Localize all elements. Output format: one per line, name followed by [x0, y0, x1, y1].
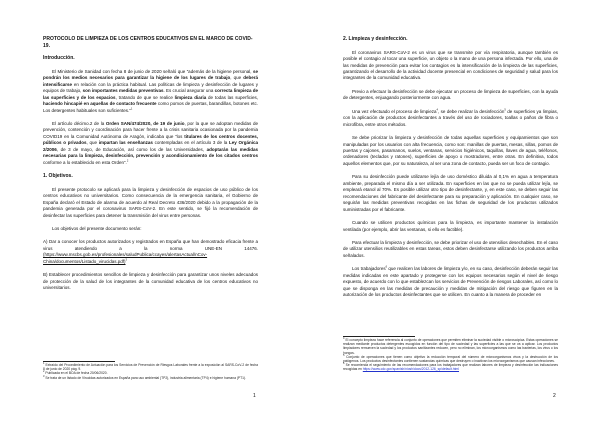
cleaning-paragraph-5: Para su desinfección puede utilizarse lejía de uso doméstico diluida al 0,1% en agua a temperatura ambiente, preparada el mismo día a ser utilizada. En superficies en las que no se pueda utilizar lejía, se empleará etanol al 70%. Es posible utilizar otro tipo de desinfectante, y, en este caso, se deben seguir las recomendaciones del fabricante del desinfectante para su preparación y aplicación. En cualquier caso, se seguirán las medidas preventivas recogidas en las fichas de seguridad de los productos utilizados suministradas por el fabricante. [343, 174, 558, 212]
objectives-paragraph-2: Los objetivos del presente documento serán: [52, 225, 142, 231]
cleaning-paragraph-4: Se debe priorizar la limpieza y desinfección de todas aquellas superficies y equipamientos que son manipuladas por los usuarios con alta frecuencia, como son: manillas de puertas, mesas, sillas, pomos de puertas y cajones, pasamanos, suelos, ventanas, servicios higiénicos, taquillas, llaves de agua, teléfonos, ordenadores (teclados y ratones), superficies de apoyo o mostradores, entre otras. En definitiva, todos aquellos elementos que, por su naturaleza, al ser una zona de contacto, pueda ser un foco de contagio. [343, 135, 558, 166]
footnote-4: $^4$ El concepto limpieza hace referencia al conjunto de operaciones que permiten eliminar la suciedad visible o microscópica. Estas operaciones se realizan mediante productos detergentes escogidos en función del tipo de suciedad y las superficies a las que se va a aplicar. Los productos limpiadores remueven la suciedad y los productos sanitizantes reducen, pero no eliminan, los microorganismos como las bacterias, los virus o los hongos. [343, 336, 558, 355]
objectives-paragraph-1: El presente protocolo se aplicará para la limpieza y desinfección de espacios de uso público de los centros educativos no universitarios. Como consecuencia de la emergencia sanitaria, el Gobierno de España declaró el Estado de alarma de acuerdo al Real Decreto 436/2020 debido a la propagación de la pandemia generada por el coronavirus SARS-CoV-2. En este sentido, se fijó la recomendación de desinfectar las superficies para detener la transmisión del virus entre personas. [43, 186, 258, 218]
footnote-ref-2[interactable]: 2 [126, 159, 129, 163]
objective-a: A) Dar a conocer los productos autorizados y registrados en España que han demostrado eficacia frente a virus atendiendo a la norma UNE-EN 14476. (https://www.mscbs.gob.es/profesionales/saludPublica/ccayes/alertasActual/nCov-China/documentos/Listado_virucidas.pdf)$^3$ [43, 239, 258, 264]
page-1-footnotes [43, 363, 258, 380]
cleaning-paragraph-2: Previo a efectuar la desinfección se debe ejecutar un proceso de limpieza de superficies, con la ayuda de detergentes, enjuagando posteriormente con agua. [343, 88, 558, 101]
footnote-divider [43, 361, 115, 362]
footnote-6: $^6$ Se recomienda el seguimiento de las recomendaciones para los trabajadores que realizan labores de limpieza y desinfección las indicaciones recogidas en https://www.cdc.gov/spanish/niosh/docs/2012-126_sp/default.html [343, 362, 558, 372]
footnote-ref-4[interactable]: 4 [436, 108, 438, 112]
footnote-2: $^2$ Publicada en el BOA de fecha 20/06/2020. [43, 370, 108, 376]
footnote-ref-3[interactable]: 3 [125, 258, 127, 262]
cleaning-heading: 2. Limpieza y desinfección. [343, 36, 408, 42]
intro-heading: Introducción. [43, 55, 75, 62]
intro-paragraph-2: El artículo décimo.2 de la Orden SAN/474/2020, de 19 de junio, por la que se adoptan medidas de prevención, contención y coordinación para hacer frente a la crisis sanitaria ocasionada por la pandemia COVID19 en la Comunidad Autónoma de Aragón, indicaba que “los titulares de los centros docentes, públicos o privados, que impartan las enseñanzas contempladas en el artículo 3 de la Ley Orgánica 2/2006, de 3 de mayo, de Educación, así como los de las Universidades, adoptarán las medidas necesarias para la limpieza, desinfección, prevención y acondicionamiento de los citados centros conforme a lo establecido en esta Orden”.$^2$ [43, 120, 259, 165]
page-2-footnotes [343, 338, 558, 372]
page-number: 1 [253, 393, 256, 399]
document-title: PROTOCOLO DE LIMPIEZA DE LOS CENTROS EDUCATIVOS EN EL MARCO DE COVID-19. [43, 36, 253, 49]
intro-paragraph-1: El Ministerio de Sanidad con fecha 8 de junio de 2020 señaló que “además de la higiene personal, se pondrán los medios necesarios para garantizar la higiene de los lugares de trabajo, que deberá intensificarse en relación con la práctica habitual. Las políticas de limpieza y desinfección de lugares y equipos de trabajo, son importantes medidas preventivas. Es crucial asegurar una correcta limpieza de las superficies y de los espacios, tratando de que se realice limpieza diaria de todas las superficies, haciendo hincapié en aquellas de contacto frecuente como pomos de puertas, barandillas, botones etc. Los detergentes habituales son suficientes.”$^1$ [43, 68, 259, 113]
cleaning-paragraph-3: Una vez efectuado el proceso de limpieza$^4$, se debe realizar la desinfección$^5$ de superficies ya limpias, con la aplicación de productos desinfectantes a través del uso de rociadores, toallas o paños de fibra o microfibra, entre otros métodos. [343, 108, 558, 127]
footnote-ref-6[interactable]: 6 [385, 265, 388, 269]
objectives-heading: 1. Objetivos. [43, 173, 73, 180]
cdc-link[interactable]: https://www.cdc.gov/spanish/niosh/docs/2012-126_sp/default.html [362, 367, 460, 372]
page-number: 2 [553, 393, 556, 399]
virucidas-list-link[interactable]: (https://www.mscbs.gob.es/profesionales/saludPublica/ccayes/alertasActual/nCov-China/documentos/Listado_virucidas.pdf) [43, 252, 208, 264]
footnote-ref-5[interactable]: 5 [504, 108, 506, 112]
footnote-ref-1[interactable]: 1 [130, 107, 133, 110]
cleaning-paragraph-8: Los trabajadores$^6$ que realicen las labores de limpieza y/o, en su caso, desinfección deberán seguir las medidas indicadas en este apartado y protegerse con los equipos necesarios según el nivel de riesgo expuesto, de acuerdo con lo que establezcan los servicios de Prevención de riesgos Laborales, así como lo que se disponga en las medidas de precaución y medidas de mitigación del riesgo que figuren en la autorización de los productos desinfectantes que se utilicen. En cuanto a la manera de proceder en [343, 265, 558, 298]
document-page-2 [300, 0, 600, 424]
cleaning-paragraph-1: El coronavirus SARS-CoV-2 es un virus que se transmite por vía respiratoria, aunque también es posible el contagio al tocar una superficie, un objeto o la mano de una persona infectada. Por ello, una de las medidas de prevención para evitar los contagios es la intensificación de la limpieza de las superficies, garantizando el desarrollo de la actividad docente presencial en condiciones de seguridad y salud para los integrantes de la comunidad educativa. [343, 49, 558, 81]
objective-b: B) Establecer procedimientos sencillos de limpieza y desinfección para garantizar unos niveles adecuados de protección de la salud de los integrantes de la comunidad educativa de los centros educativos no universitarios. [43, 272, 258, 291]
footnote-3: $^3$ Se trata de un listado de Virucidas autorizados en España para uso ambiental (TP2), industria alimentaria (TP4) e higiene humana (PT1). [43, 374, 246, 380]
cleaning-paragraph-7: Para efectuar la limpieza y desinfección, se debe priorizar el uso de utensilios desechables. En el caso de utilizar utensilios reutilizables en estas tareas, estos deben desinfectarse utilizando los productos arriba señalados. [343, 240, 558, 258]
page-1-body [43, 36, 258, 299]
page-2-body [343, 36, 558, 306]
footnote-divider [343, 336, 415, 337]
footnote-1: $^1$ Extraído del Procedimiento de Actuación para los Servicios de Prevención de Riesgos Laborales frente a la exposición al SARS-CoV-2 de fecha 8 de junio de 2020 pág. 9. [43, 361, 258, 372]
footnote-5: $^5$ Conjunto de operaciones que tienen como objetivo la reducción temporal del número de microorganismos vivos y la destrucción de los patógenos. Los productos desinfectantes contienen sustancias químicas que destruyen o inactivan los microorganismos que causan infecciones. [343, 353, 558, 364]
cleaning-paragraph-6: Cuando se utilicen productos químicos para la limpieza, es importante mantener la instalación ventilada (por ejemplo, abrir las ventanas, si ello es factible). [343, 220, 558, 232]
